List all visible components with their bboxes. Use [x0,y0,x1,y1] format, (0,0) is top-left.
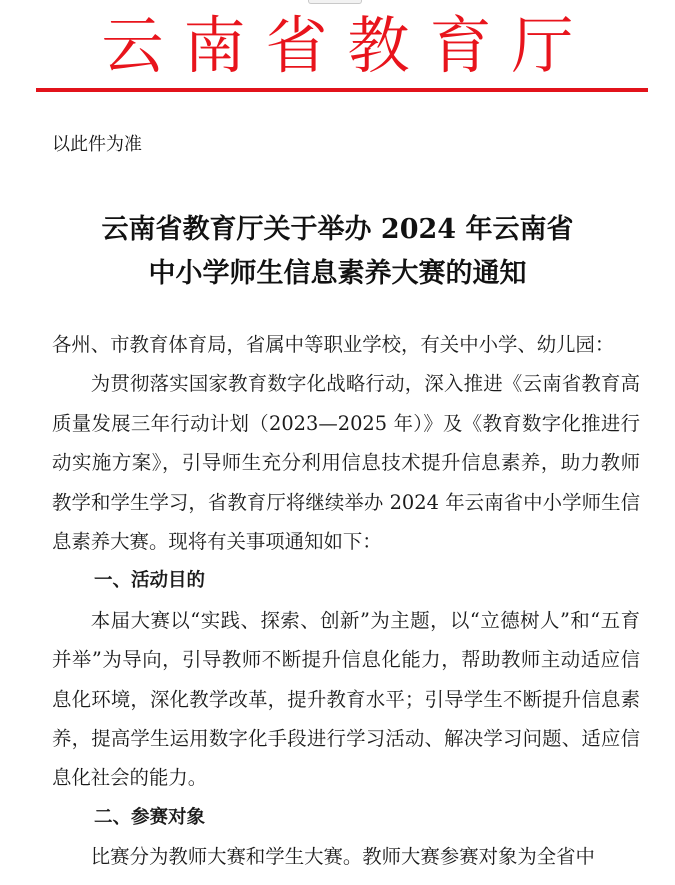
salutation: 各州、市教育体育局，省属中等职业学校，有关中小学、幼儿园： [52,333,615,356]
intro-paragraph: 为贯彻落实国家教育数字化战略行动，深入推进《云南省教育高质量发展三年行动计划（2023—2025 年）》及《教育数字化推进行动实施方案》，引导师生充分利用信息技术提升信息素养，助力教师教学和学生学习，省教育厅将继续举办 2024 年云南省中小学师生信息素养大赛。现将有关事项通知如下： [52,372,640,554]
red-divider [36,88,648,92]
masthead [0,4,675,88]
section-heading-2: 二、参赛对象 [94,806,206,828]
title-line-2: 中小学师生信息素养大赛的通知 [148,258,527,289]
section-heading-1: 一、活动目的 [94,570,206,592]
section-paragraph-2: 比赛分为教师大赛和学生大赛。教师大赛参赛对象为全省中 [90,845,595,869]
title-line-1: 云南省教育厅关于举办 2024 年云南省 [101,214,574,245]
section-paragraph-1: 本届大赛以“实践、探索、创新”为主题，以“立德树人”和“五育并举”为导向，引导教师不断提升信息化能力，帮助教师主动适应信息化环境，深化教学改革，提升教育水平；引导学生不断提升信息素养，提高学生运用数字化手段进行学习活动、解决学习问题、适应信息化社会的能力。 [52,608,640,790]
org-name: 云南省教育厅 [101,9,594,82]
document-body [52,325,640,877]
stamp-note: 以此件为准 [52,134,142,155]
document-title [0,208,675,296]
